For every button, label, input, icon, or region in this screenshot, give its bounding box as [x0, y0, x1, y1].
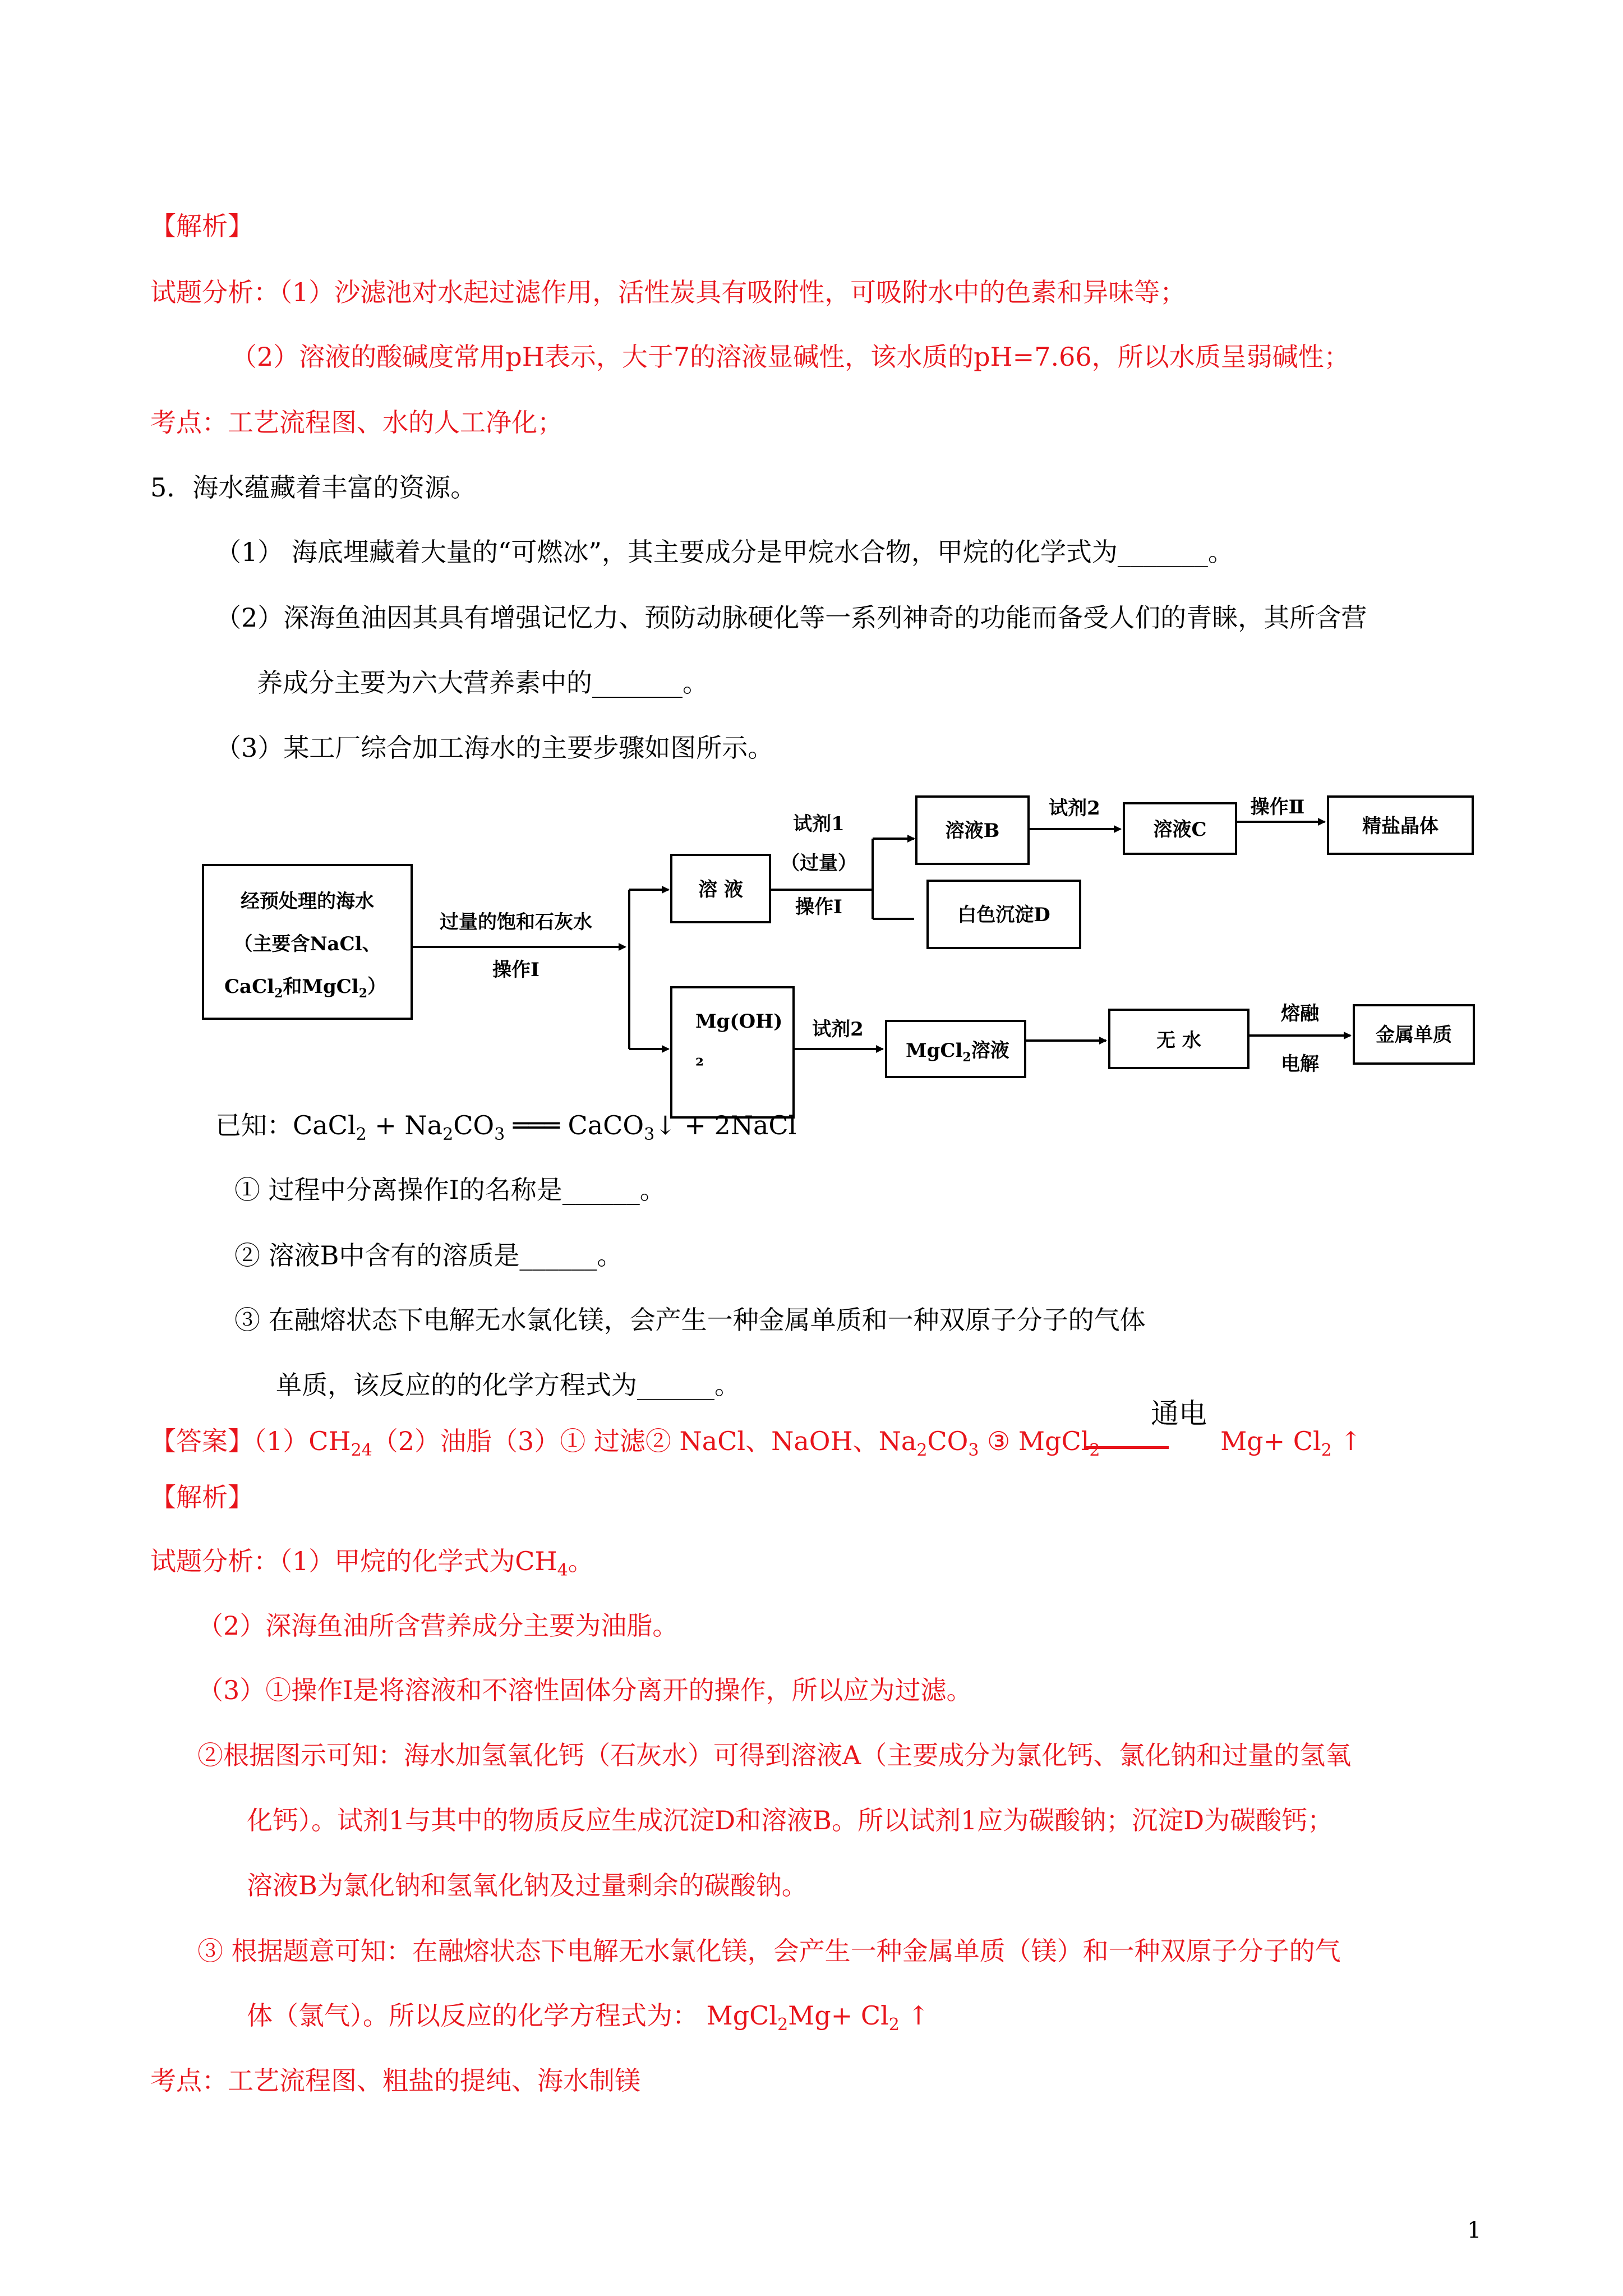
- second-analysis-line1: 试题分析：（1）甲烷的化学式为$CH_4$。: [150, 1546, 594, 1580]
- reagent1-excess: （过量）: [781, 852, 857, 875]
- first-analysis-line2: （2）溶液的酸碱度常用pH表示，大于7的溶液显碱性，该水质的pH=7.66，所以水质呈弱碱性；: [231, 342, 1350, 372]
- seawater-line3: CaCl$_2$和MgCl$_2$）: [224, 976, 387, 1001]
- question5-item1: ① 过程中分离操作Ⅰ的名称是______。: [234, 1175, 666, 1205]
- answer-line: 【答案】$(1)CH_{24}(2)$油脂（3）① 过滤② NaCl、NaOH、$Na_2CO_3$ ③ MgCl$_2$ $Mg+ Cl_2$ ↑: [150, 1426, 1362, 1460]
- reagent1-label: 试剂1: [793, 813, 845, 835]
- question5-stem: 5．海水蕴藏着丰富的资源。: [150, 472, 477, 503]
- reagent2-lower: 试剂2: [812, 1018, 864, 1041]
- second-analysis-line4: ②根据图示可知：海水加氢氧化钙（石灰水）可得到溶液A（主要成分为氯化钙、氯化钠和过量的氢氧: [197, 1740, 1352, 1770]
- seawater-line1: 经预处理的海水: [241, 890, 374, 913]
- electrolysis-condition: 通电: [1151, 1397, 1207, 1430]
- mgcl2-solution-label: MgCl$_2$溶液: [906, 1039, 1009, 1065]
- anhydrous-label: 无 水: [1156, 1029, 1201, 1052]
- equation-bar: [1085, 1446, 1169, 1449]
- question5-item2: ② 溶液B中含有的溶质是______。: [234, 1240, 623, 1271]
- second-kaodian: 考点：工艺流程图、粗盐的提纯、海水制镁: [150, 2065, 640, 2096]
- fine-salt-label: 精盐晶体: [1362, 815, 1438, 838]
- first-analysis-line1: 试题分析：（1）沙滤池对水起过滤作用，活性炭具有吸附性，可吸附水中的色素和异味等；: [150, 277, 1186, 307]
- answer-label: 【答案】: [150, 1426, 253, 1456]
- reagent2-upper: 试剂2: [1049, 797, 1100, 820]
- second-analysis-line8: 体（氯气）。所以反应的化学方程式为： MgCl$_2$Mg+ $Cl_2$ ↑: [247, 2000, 930, 2035]
- first-kaodian: 考点：工艺流程图、水的人工净化；: [150, 407, 563, 438]
- solution-c-label: 溶液C: [1153, 818, 1207, 841]
- mgoh-line2: ₂: [695, 1048, 704, 1071]
- operation-one-main: 操作Ⅰ: [492, 959, 540, 981]
- second-analysis-line5: 化钙）。试剂1与其中的物质反应生成沉淀D和溶液B。所以试剂1应为碳酸钠；沉淀D为碳酸钙；: [247, 1805, 1334, 1835]
- operation-one-upper: 操作Ⅰ: [795, 896, 842, 918]
- first-analysis-heading: 【解析】: [150, 211, 253, 241]
- second-analysis-line3: （3）①操作Ⅰ是将溶液和不溶性固体分离开的操作，所以应为过滤。: [197, 1675, 972, 1705]
- precipitate-d-label: 白色沉淀D: [957, 904, 1050, 926]
- question5-part2-line1: （2）深海鱼油因其具有增强记忆力、预防动脉硬化等一系列神奇的功能而备受人们的青睐，其所含营: [215, 602, 1367, 633]
- operation-two: 操作Ⅱ: [1250, 796, 1305, 818]
- page-number: 1: [1467, 2217, 1482, 2243]
- solution-label: 溶 液: [698, 878, 743, 901]
- solution-b-label: 溶液B: [945, 820, 1000, 842]
- question5-part1: （1） 海底埋藏着大量的“可燃冰”，其主要成分是甲烷水合物，甲烷的化学式为_______。: [215, 537, 1234, 567]
- known-equation: 已知：CaCl$_2$ + $Na_2CO_3$ ═══ CaCO$_3$↓ + 2NaCl: [215, 1110, 797, 1144]
- question5-item3-line2: 单质，该反应的的化学方程式为______。: [276, 1370, 740, 1400]
- second-analysis-line7: ③ 根据题意可知：在融熔状态下电解无水氯化镁，会产生一种金属单质（镁）和一种双原子分子的气: [197, 1936, 1341, 1966]
- second-analysis-line6: 溶液B为氯化钠和氢氧化钠及过量剩余的碳酸钠。: [247, 1870, 808, 1901]
- electrolysis-label: 电解: [1281, 1053, 1319, 1075]
- question5-part3: （3）某工厂综合加工海水的主要步骤如图所示。: [215, 733, 774, 763]
- metal-label: 金属单质: [1376, 1024, 1452, 1046]
- mgoh-line1: Mg(OH): [695, 1010, 783, 1033]
- question5-part2-line2: 养成分主要为六大营养素中的_______。: [257, 668, 708, 698]
- second-analysis-line2: （2）深海鱼油所含营养成分主要为油脂。: [197, 1611, 679, 1641]
- mgoh-box: [671, 987, 794, 1117]
- question5-item3-line1: ③ 在融熔状态下电解无水氯化镁，会产生一种金属单质和一种双原子分子的气体: [234, 1305, 1146, 1335]
- reagent-lime-water: 过量的饱和石灰水: [440, 911, 592, 933]
- molten-label: 熔融: [1281, 1002, 1319, 1025]
- seawater-line2: （主要含NaCl、: [233, 933, 381, 955]
- second-analysis-heading: 【解析】: [150, 1482, 253, 1512]
